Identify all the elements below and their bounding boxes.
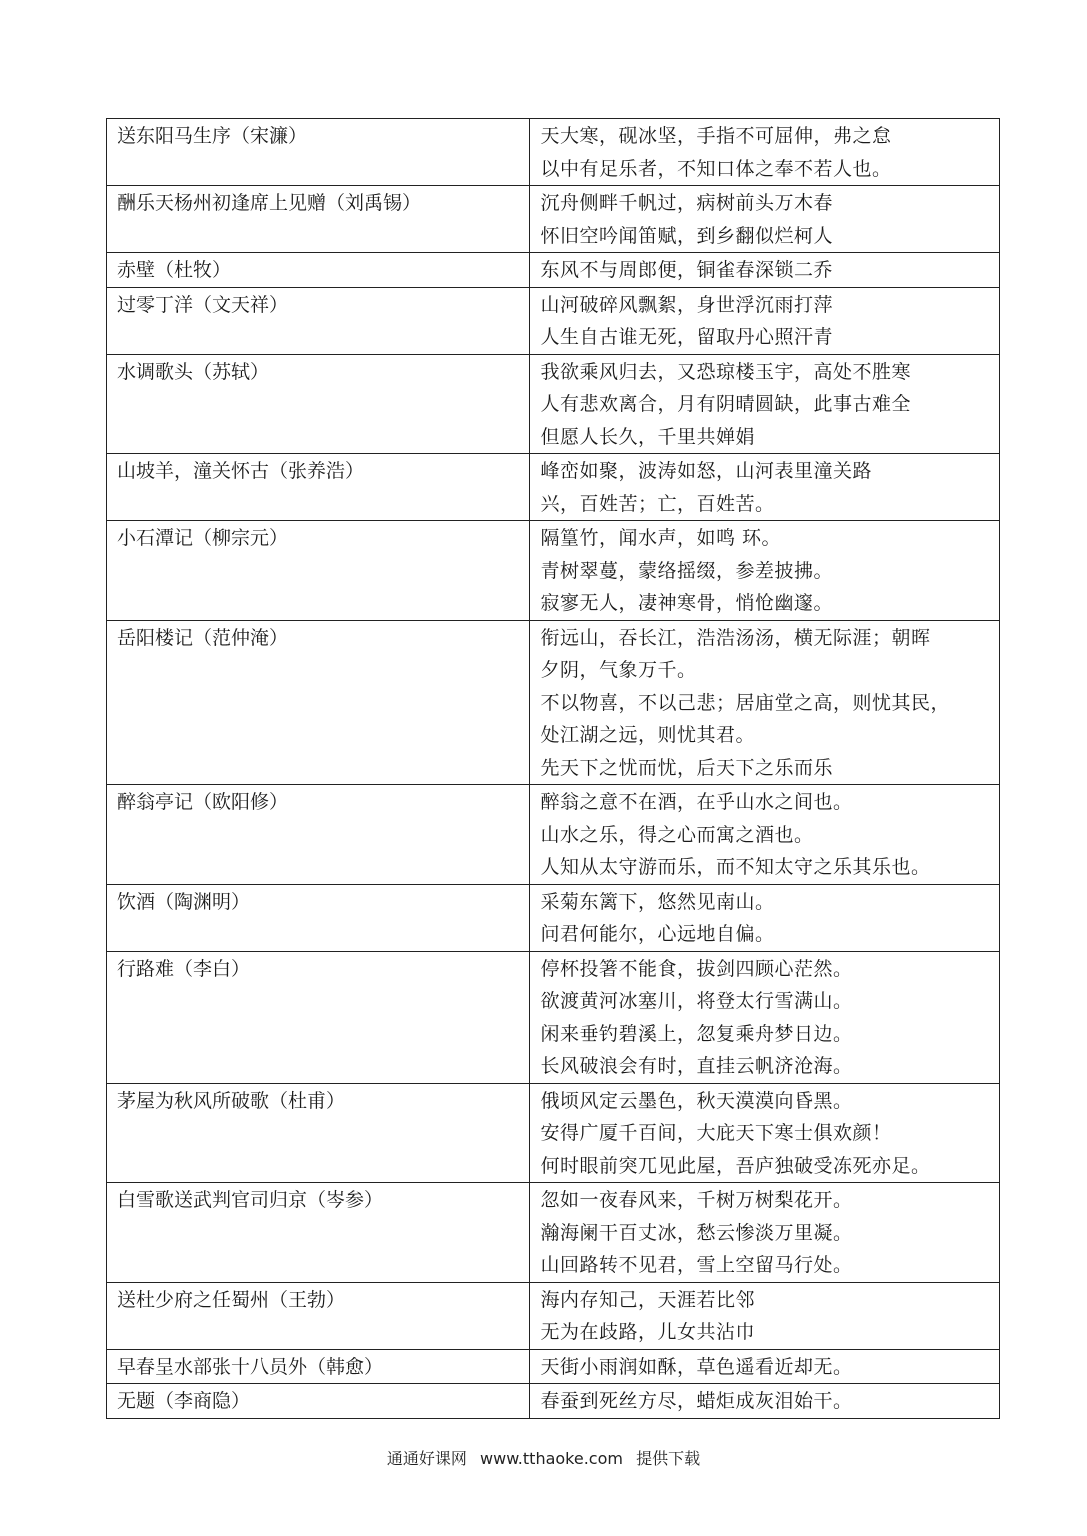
work-title: 赤壁（杜牧） [117, 259, 232, 281]
footer-url: www.tthaoke.com [480, 1449, 623, 1468]
famous-lines-cell [530, 1349, 1000, 1384]
footer-note: 提供下载 [636, 1449, 701, 1468]
famous-line: 天大寒，砚冰坚，手指不可屈伸，弗之怠 [540, 125, 892, 147]
work-title: 酬乐天杨州初逢席上见赠（刘禹锡） [117, 192, 422, 214]
table-row [107, 521, 1000, 621]
famous-lines-cell [530, 454, 1000, 521]
work-title: 水调歌头（苏轼） [117, 360, 270, 383]
work-title-cell [107, 1083, 530, 1183]
table-row [107, 186, 1000, 253]
work-title-cell [107, 287, 530, 354]
work-title-cell [107, 620, 530, 785]
work-title-cell [107, 951, 530, 1083]
work-title: 醉翁亭记（欧阳修） [117, 791, 289, 813]
famous-lines-cell [530, 1083, 1000, 1183]
famous-line: 寂寥无人，凄神寒骨，悄怆幽邃。 [540, 592, 833, 614]
table-body [107, 119, 1000, 1419]
famous-lines-cell [530, 785, 1000, 885]
famous-lines-cell [530, 1384, 1000, 1419]
work-title: 送东阳马生序（宋濂） [117, 125, 308, 147]
famous-line: 夕阴，气象万千。 [540, 659, 697, 681]
table-row [107, 1282, 1000, 1349]
table-row [107, 884, 1000, 951]
famous-line: 人知从太守游而乐，而不知太守之乐其乐也。 [540, 856, 931, 878]
famous-line: 春蚕到死丝方尽，蜡炬成灰泪始干。 [540, 1390, 853, 1412]
table-row [107, 620, 1000, 785]
work-title: 山坡羊，潼关怀古（张养浩） [117, 460, 365, 482]
work-title-cell [107, 1282, 530, 1349]
famous-line: 瀚海阑干百丈冰，愁云惨淡万里凝。 [540, 1221, 853, 1244]
work-title: 白雪歌送武判官司归京（岑参） [117, 1189, 384, 1211]
famous-line: 但愿人长久，千里共婵娟 [540, 425, 755, 448]
famous-line: 人有悲欢离合，月有阴晴圆缺，此事古难全 [540, 393, 911, 415]
famous-line: 先天下之忧而忧，后天下之乐而乐 [540, 756, 833, 779]
table-row [107, 253, 1000, 288]
work-title-cell [107, 1183, 530, 1283]
famous-line: 海内存知己，天涯若比邻 [540, 1288, 755, 1311]
famous-line: 欲渡黄河冰塞川，将登太行雪满山。 [540, 990, 853, 1012]
poem-quote-table [106, 118, 1000, 1419]
famous-line: 我欲乘风归去，又恐琼楼玉宇，高处不胜寒 [540, 360, 911, 383]
table-row [107, 1183, 1000, 1283]
work-title-cell [107, 186, 530, 253]
famous-line: 闲来垂钓碧溪上，忽复乘舟梦日边。 [540, 1022, 853, 1045]
work-title-cell [107, 1349, 530, 1384]
famous-line: 俄顷风定云墨色，秋天漠漠向昏黑。 [540, 1089, 853, 1112]
famous-line: 安得广厦千百间，大庇天下寒士俱欢颜！ [540, 1122, 892, 1144]
table-row [107, 287, 1000, 354]
famous-lines-cell [530, 1183, 1000, 1283]
famous-line: 忽如一夜春风来，千树万树梨花开。 [540, 1189, 853, 1211]
famous-line: 山回路转不见君，雪上空留马行处。 [540, 1254, 853, 1276]
famous-line: 天街小雨润如酥，草色遥看近却无。 [540, 1355, 853, 1378]
famous-line: 衔远山，吞长江，浩浩汤汤，横无际涯；朝晖 [540, 626, 931, 649]
famous-lines-cell [530, 1282, 1000, 1349]
table-row [107, 354, 1000, 454]
page-footer [0, 1446, 1087, 1469]
work-title: 早春呈水部张十八员外（韩愈） [117, 1355, 384, 1378]
table-row [107, 1083, 1000, 1183]
famous-line: 沉舟侧畔千帆过，病树前头万木春 [540, 192, 833, 214]
work-title: 小石潭记（柳宗元） [117, 527, 289, 549]
famous-lines-cell [530, 186, 1000, 253]
famous-lines-cell [530, 620, 1000, 785]
famous-line: 何时眼前突兀见此屋，吾庐独破受冻死亦足。 [540, 1154, 931, 1177]
work-title-cell [107, 1384, 530, 1419]
famous-line: 以中有足乐者，不知口体之奉不若人也。 [540, 157, 892, 180]
table-row [107, 1384, 1000, 1419]
work-title: 行路难（李白） [117, 957, 251, 980]
work-title-cell [107, 884, 530, 951]
famous-line: 怀旧空吟闻笛赋，到乡翻似烂柯人 [540, 224, 833, 247]
famous-line: 山水之乐，得之心而寓之酒也。 [540, 823, 814, 846]
famous-lines-cell [530, 287, 1000, 354]
famous-lines-cell [530, 951, 1000, 1083]
famous-line: 兴，百姓苦；亡，百姓苦。 [540, 492, 775, 515]
work-title-cell [107, 354, 530, 454]
famous-line: 无为在歧路，儿女共沾巾 [540, 1321, 755, 1343]
work-title: 无题（李商隐） [117, 1390, 251, 1412]
work-title-cell [107, 521, 530, 621]
table-row [107, 785, 1000, 885]
table-row [107, 119, 1000, 186]
famous-line: 问君何能尔，心远地自偏。 [540, 923, 775, 945]
famous-line: 人生自古谁无死，留取丹心照汗青 [540, 326, 833, 348]
famous-lines-cell [530, 884, 1000, 951]
table-row [107, 454, 1000, 521]
work-title: 茅屋为秋风所破歌（杜甫） [117, 1089, 346, 1112]
famous-line: 不以物喜，不以己悲；居庙堂之高，则忧其民， [540, 691, 950, 714]
work-title: 饮酒（陶渊明） [117, 890, 251, 913]
table-row [107, 951, 1000, 1083]
famous-line: 醉翁之意不在酒，在乎山水之间也。 [540, 791, 853, 813]
famous-line: 采菊东篱下，悠然见南山。 [540, 890, 775, 913]
work-title: 过零丁洋（文天祥） [117, 293, 289, 316]
famous-line: 停杯投箸不能食，拔剑四顾心茫然。 [540, 957, 853, 980]
work-title-cell [107, 253, 530, 288]
famous-line: 峰峦如聚，波涛如怒，山河表里潼关路 [540, 460, 872, 482]
famous-lines-cell [530, 119, 1000, 186]
footer-site-name: 通通好课网 [386, 1449, 467, 1468]
famous-line: 处江湖之远，则忧其君。 [540, 724, 755, 746]
work-title: 岳阳楼记（范仲淹） [117, 626, 289, 649]
work-title-cell [107, 454, 530, 521]
famous-lines-cell [530, 253, 1000, 288]
famous-lines-cell [530, 521, 1000, 621]
famous-line: 隔篁竹，闻水声，如鸣 环。 [540, 527, 782, 549]
work-title-cell [107, 119, 530, 186]
work-title: 送杜少府之任蜀州（王勃） [117, 1288, 346, 1311]
famous-line: 东风不与周郎便，铜雀春深锁二乔 [540, 259, 833, 281]
work-title-cell [107, 785, 530, 885]
famous-lines-cell [530, 354, 1000, 454]
famous-line: 山河破碎风飘絮，身世浮沉雨打萍 [540, 293, 833, 316]
famous-line: 青树翠蔓，蒙络摇缀，参差披拂。 [540, 559, 833, 582]
table-row [107, 1349, 1000, 1384]
famous-line: 长风破浪会有时，直挂云帆济沧海。 [540, 1055, 853, 1077]
